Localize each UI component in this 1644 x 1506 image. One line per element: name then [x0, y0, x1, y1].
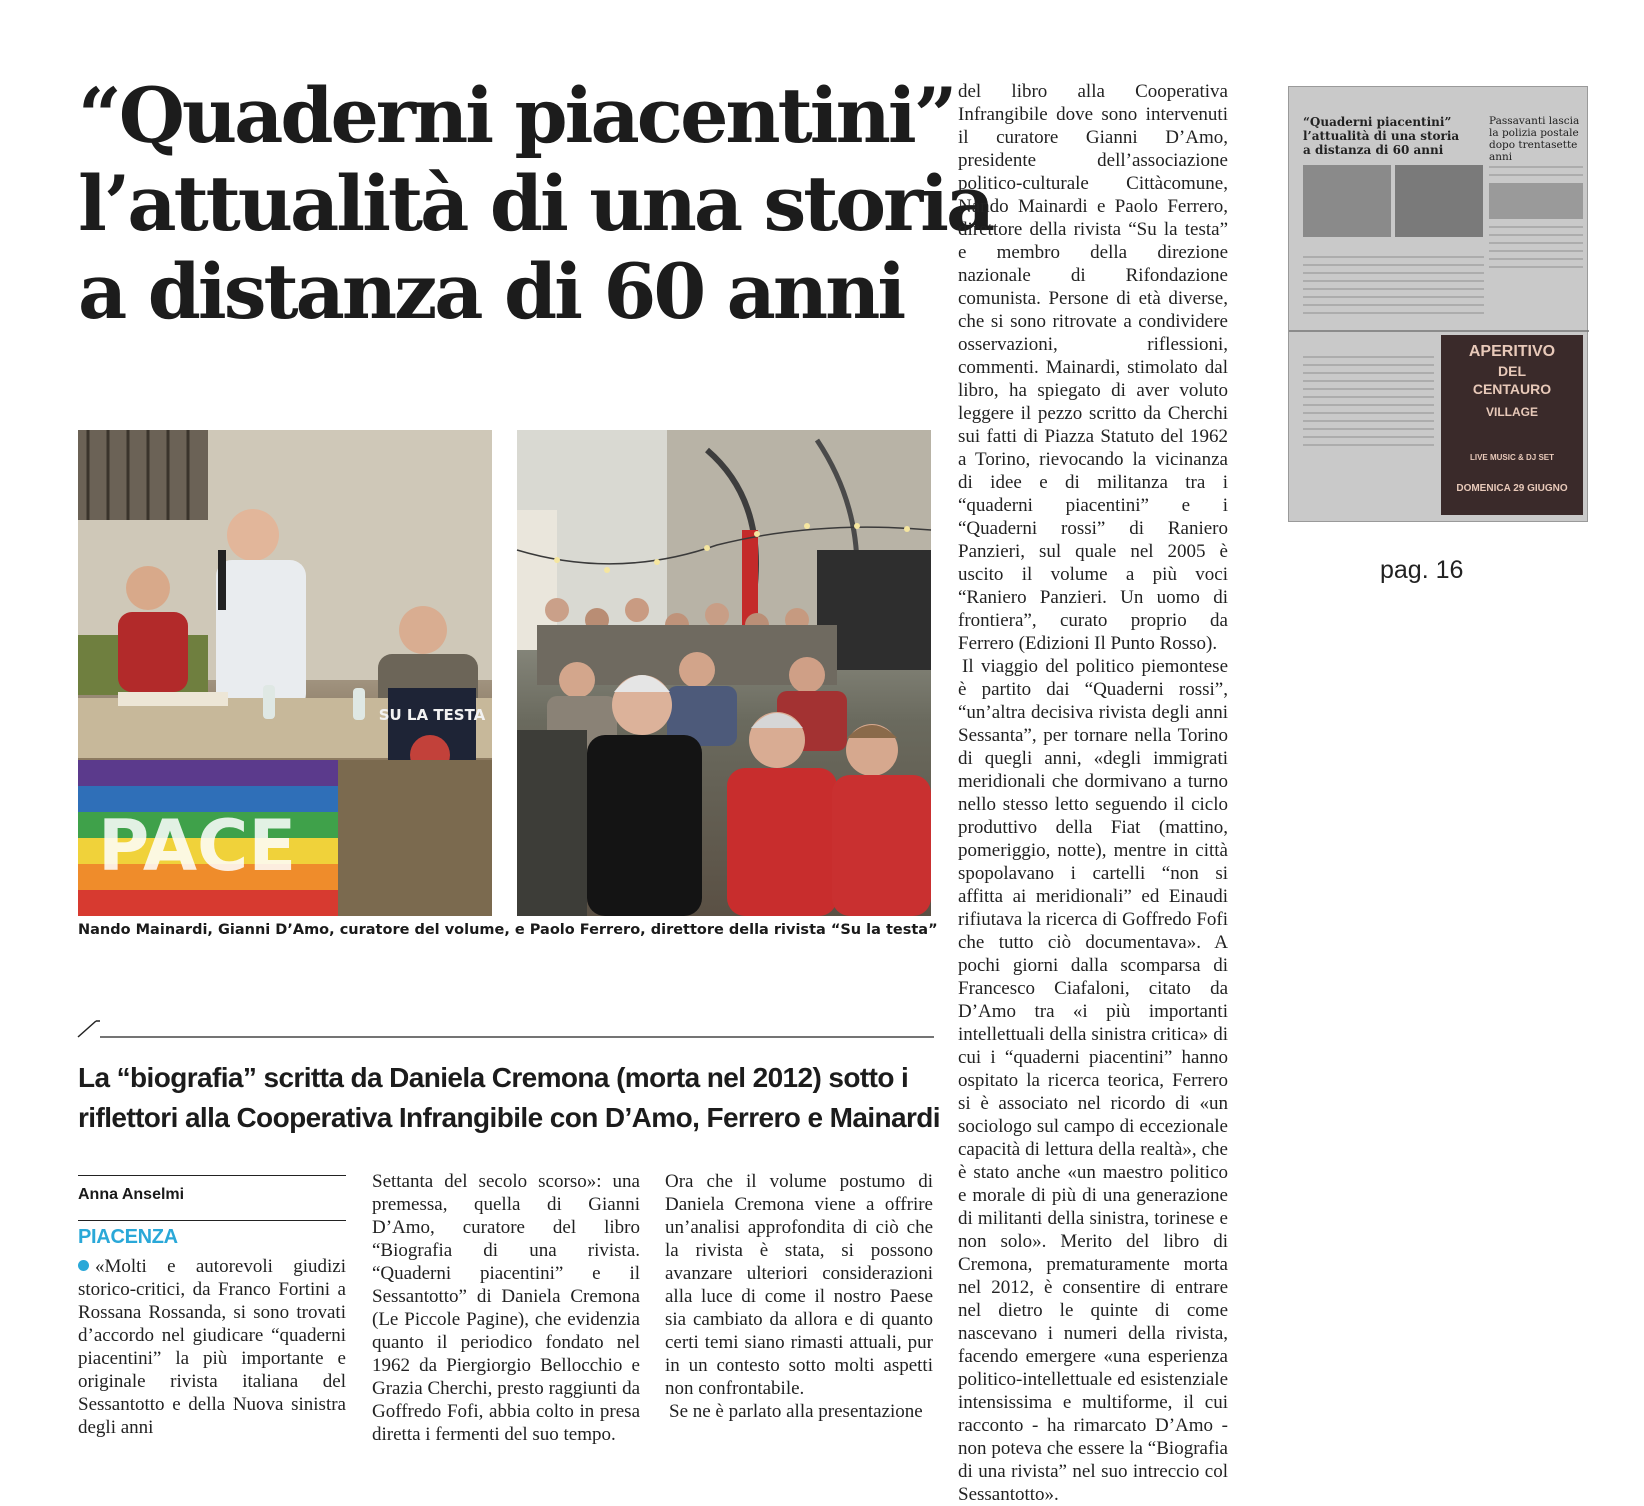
- byline-rule-top: [78, 1175, 346, 1176]
- headline-line-1: “Quaderni piacentini”: [78, 71, 955, 160]
- body-column-4: [958, 80, 1228, 1506]
- subheadline-line-1: La “biografia” scritta da Daniela Cremona (morta nel 2012) sotto i: [78, 1062, 909, 1093]
- body-paragraph: Se ne è parlato alla presentazione: [669, 1401, 923, 1422]
- body-paragraph: Il viaggio del politico piemontese è partito dai “Quaderni rossi”, “un’altra decisiva rivista degli anni Sessanta”, per tornare nella Torino di quegli anni, «degli immigrati meridionali che dormivano a turno nello stesso letto seguendo il ciclo produttivo della Fiat (mattino, pomeriggio, notte), mentre in città spopolavano i cartelli “non si affitta ai meridionali” ed Einaudi rifiutava la ricerca di Goffredo Fofi che tutto ciò documentava». A pochi giorni dalla scomparsa di Francesco Ciafaloni, citato da D’Amo tra «i più importanti intellettuali della sinistra critica» di cui i “quaderni piacentini” hanno ospitato la ricerca teorica, Ferrero si è associato nel ricordo di «un sociologo sul campo di eccezionale capacità di lettura della realtà», che è stato anche «un maestro politico e morale di più di una generazione di militanti della sinistra, torinese e non solo». Merito del libro di Cremona, prematuramente morta nel 2012, è consentire di entrare nel dietro le quinte di come nascevano i numeri della rivista, facendo emergere «una esperienza politico-intellettuale ed esistenziale intensissima e multiforme, il cui racconto - ha rimarcato D’Amo - non poteva che essere la “Biografia di una rivista” nel suo intreccio col Sessantotto».: [958, 656, 1228, 1505]
- thumbnail-headline-line: a distanza di 60 anni: [1303, 143, 1444, 157]
- advert-line: DEL: [1498, 363, 1526, 379]
- photo-audience: [517, 430, 931, 916]
- advert-line: CENTAURO: [1472, 381, 1552, 397]
- section-divider: [78, 1020, 934, 1038]
- page-thumbnail[interactable]: [1288, 86, 1588, 522]
- headline-line-2: l’attualità di una storia: [78, 159, 993, 248]
- advert-line: APERITIVO: [1468, 343, 1556, 360]
- advert-line: LIVE MUSIC & DJ SET: [1469, 453, 1554, 462]
- photo-speakers: [78, 430, 492, 916]
- book-title: SU LA TESTA: [378, 706, 486, 724]
- advert-line: DOMENICA 29 GIUGNO: [1456, 483, 1568, 494]
- article-headline: [78, 71, 993, 336]
- body-column-1: [78, 1255, 346, 1439]
- headline-line-3: a distanza di 60 anni: [78, 247, 904, 336]
- byline: Anna Anselmi: [78, 1186, 185, 1203]
- subheadline-line-2: riflettori alla Cooperativa Infrangibile con D’Amo, Ferrero e Mainardi: [78, 1102, 940, 1133]
- thumbnail-side-line: la polizia postale: [1489, 127, 1579, 139]
- thumbnail-side-line: Passavanti lascia: [1489, 115, 1580, 127]
- flag-banner-text: PACE: [98, 805, 297, 887]
- photo-caption: Nando Mainardi, Gianni D’Amo, curatore del volume, e Paolo Ferrero, direttore della rivista “Su la testa”: [78, 922, 938, 938]
- body-text: «Molti e autorevoli giudizi storico-critici, da Franco Fortini a Rossana Rossanda, si sono trovati d’accordo nel giudicare “quaderni piacentini” la più importante e originale rivista italiana del Sessantotto e della Nuova sinistra degli anni: [78, 1256, 346, 1438]
- thumbnail-headline-line: l’attualità di una storia: [1303, 129, 1460, 143]
- photo-speakers-illustration: [78, 430, 492, 916]
- page-number-label[interactable]: pag. 16: [1380, 556, 1464, 584]
- byline-rule-bottom: [78, 1220, 346, 1221]
- thumbnail-headline-line: “Quaderni piacentini”: [1303, 115, 1452, 129]
- body-paragraph: del libro alla Cooperativa Infrangibile dove sono intervenuti il curatore Gianni D’Amo, presidente dell’associazione politico-culturale Cittàcomune, Nando Mainardi e Paolo Ferrero, direttore della rivista “Su la testa” e membro della direzione nazionale di Rifondazione comunista. Persone di età diverse, che si sono ritrovate a condividere osservazioni, riflessioni, commenti. Mainardi, stimolato dal libro, ha spiegato di aver voluto leggere il pezzo scritto da Cherchi sui fatti di Piazza Statuto del 1962 a Torino, rievocando la vicinanza di idee e di militanza tra i “quaderni piacentini” e i “Quaderni rossi” di Raniero Panzieri, sul quale nel 2005 è uscito il volume a più voci “Raniero Panzieri. Un uomo di frontiera”, curato proprio da Ferrero (Edizioni Il Punto Rosso).: [958, 81, 1228, 654]
- thumbnail-side-line: dopo trentasette anni: [1489, 139, 1578, 163]
- bullet-dot-icon: [78, 1260, 89, 1271]
- body-paragraph: [78, 1255, 346, 1439]
- dateline-location: PIACENZA: [78, 1226, 178, 1248]
- advert-line: VILLAGE: [1485, 405, 1538, 419]
- body-paragraph: Ora che il volume postumo di Daniela Cremona viene a offrire un’analisi approfondita di ciò che la rivista è stata, si possono avanzare ulteriori considerazioni alla luce di come il nostro Paese sia cambiato da allora e di quanto certi temi siano rimasti attuali, pur in un contesto sotto molti aspetti non confrontabile.: [665, 1171, 933, 1399]
- body-column-2: [372, 1170, 640, 1446]
- article-subheadline: [78, 1058, 948, 1138]
- body-paragraph: Settanta del secolo scorso»: una premessa, quella di Gianni D’Amo, curatore del libro “Biografia di una rivista. “Quaderni piacentini” e il Sessantotto” di Daniela Cremona (Le Piccole Pagine), che evidenzia quanto il periodico fondato nel 1962 da Piergiorgio Bellocchio e Grazia Cherchi, presto raggiunti da Goffredo Fofi, abbia colto in presa diretta i fermenti del suo tempo.: [372, 1171, 640, 1445]
- body-column-3: [665, 1170, 933, 1423]
- photo-audience-illustration: [517, 430, 931, 916]
- thumbnail-advert: [1441, 335, 1583, 515]
